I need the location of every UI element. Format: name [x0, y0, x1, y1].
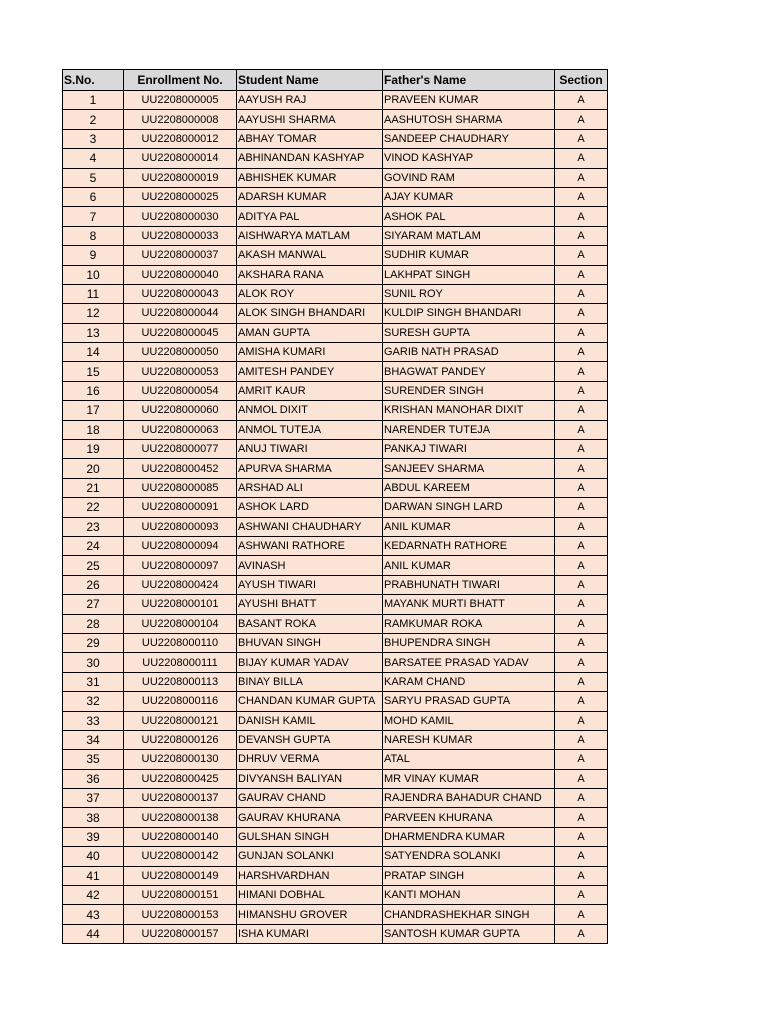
cell-student-name: GULSHAN SINGH — [237, 827, 383, 846]
cell-fathers-name: KULDIP SINGH BHANDARI — [383, 304, 555, 323]
table-row — [63, 536, 608, 555]
cell-enrollment-no: UU2208000157 — [124, 924, 237, 943]
cell-student-name: CHANDAN KUMAR GUPTA — [237, 692, 383, 711]
cell-fathers-name: VINOD KASHYAP — [383, 149, 555, 168]
table-row — [63, 246, 608, 265]
table-row — [63, 168, 608, 187]
cell-fathers-name: NARESH KUMAR — [383, 730, 555, 749]
cell-fathers-name: PARVEEN KHURANA — [383, 808, 555, 827]
cell-fathers-name: RAJENDRA BAHADUR CHAND — [383, 789, 555, 808]
table-row — [63, 905, 608, 924]
table-row — [63, 886, 608, 905]
cell-fathers-name: SUDHIR KUMAR — [383, 246, 555, 265]
cell-sno: 34 — [63, 730, 124, 749]
cell-sno: 16 — [63, 381, 124, 400]
cell-sno: 28 — [63, 614, 124, 633]
table-row — [63, 284, 608, 303]
cell-enrollment-no: UU2208000025 — [124, 187, 237, 206]
student-list-sheet — [62, 69, 608, 944]
cell-sno: 35 — [63, 750, 124, 769]
cell-section: A — [555, 149, 608, 168]
cell-section: A — [555, 536, 608, 555]
table-row — [63, 187, 608, 206]
cell-fathers-name: ABDUL KAREEM — [383, 478, 555, 497]
cell-section: A — [555, 420, 608, 439]
table-row — [63, 575, 608, 594]
cell-enrollment-no: UU2208000085 — [124, 478, 237, 497]
table-row — [63, 420, 608, 439]
cell-enrollment-no: UU2208000425 — [124, 769, 237, 788]
cell-student-name: DHRUV VERMA — [237, 750, 383, 769]
cell-enrollment-no: UU2208000424 — [124, 575, 237, 594]
table-row — [63, 459, 608, 478]
table-row — [63, 401, 608, 420]
cell-enrollment-no: UU2208000111 — [124, 653, 237, 672]
cell-enrollment-no: UU2208000091 — [124, 498, 237, 517]
cell-sno: 41 — [63, 866, 124, 885]
cell-student-name: BASANT ROKA — [237, 614, 383, 633]
cell-fathers-name: BHAGWAT PANDEY — [383, 362, 555, 381]
cell-student-name: AVINASH — [237, 556, 383, 575]
table-row — [63, 614, 608, 633]
cell-enrollment-no: UU2208000130 — [124, 750, 237, 769]
cell-student-name: DEVANSH GUPTA — [237, 730, 383, 749]
cell-sno: 38 — [63, 808, 124, 827]
cell-sno: 36 — [63, 769, 124, 788]
cell-sno: 39 — [63, 827, 124, 846]
table-row — [63, 381, 608, 400]
cell-student-name: AISHWARYA MATLAM — [237, 226, 383, 245]
cell-enrollment-no: UU2208000019 — [124, 168, 237, 187]
cell-sno: 20 — [63, 459, 124, 478]
cell-sno: 43 — [63, 905, 124, 924]
cell-student-name: ADITYA PAL — [237, 207, 383, 226]
cell-student-name: GAURAV KHURANA — [237, 808, 383, 827]
cell-student-name: AYUSH TIWARI — [237, 575, 383, 594]
cell-enrollment-no: UU2208000008 — [124, 110, 237, 129]
cell-sno: 29 — [63, 633, 124, 652]
cell-section: A — [555, 343, 608, 362]
cell-sno: 14 — [63, 343, 124, 362]
cell-fathers-name: CHANDRASHEKHAR SINGH — [383, 905, 555, 924]
table-row — [63, 847, 608, 866]
cell-fathers-name: ANIL KUMAR — [383, 556, 555, 575]
cell-section: A — [555, 381, 608, 400]
cell-enrollment-no: UU2208000137 — [124, 789, 237, 808]
cell-enrollment-no: UU2208000126 — [124, 730, 237, 749]
cell-enrollment-no: UU2208000077 — [124, 440, 237, 459]
cell-student-name: BHUVAN SINGH — [237, 633, 383, 652]
cell-fathers-name: RAMKUMAR ROKA — [383, 614, 555, 633]
cell-section: A — [555, 653, 608, 672]
cell-student-name: ASHWANI CHAUDHARY — [237, 517, 383, 536]
table-row — [63, 498, 608, 517]
cell-enrollment-no: UU2208000113 — [124, 672, 237, 691]
table-row — [63, 343, 608, 362]
cell-enrollment-no: UU2208000140 — [124, 827, 237, 846]
cell-sno: 33 — [63, 711, 124, 730]
cell-enrollment-no: UU2208000452 — [124, 459, 237, 478]
cell-enrollment-no: UU2208000014 — [124, 149, 237, 168]
cell-section: A — [555, 226, 608, 245]
cell-student-name: AAYUSH RAJ — [237, 91, 383, 110]
table-row — [63, 149, 608, 168]
cell-fathers-name: AASHUTOSH SHARMA — [383, 110, 555, 129]
cell-student-name: AMISHA KUMARI — [237, 343, 383, 362]
cell-sno: 7 — [63, 207, 124, 226]
cell-fathers-name: MOHD KAMIL — [383, 711, 555, 730]
cell-fathers-name: SANJEEV SHARMA — [383, 459, 555, 478]
cell-fathers-name: PANKAJ TIWARI — [383, 440, 555, 459]
cell-student-name: AYUSHI BHATT — [237, 595, 383, 614]
cell-student-name: ALOK ROY — [237, 284, 383, 303]
cell-section: A — [555, 866, 608, 885]
student-table — [62, 69, 608, 944]
cell-sno: 3 — [63, 129, 124, 148]
cell-sno: 25 — [63, 556, 124, 575]
cell-sno: 10 — [63, 265, 124, 284]
cell-student-name: ABHINANDAN KASHYAP — [237, 149, 383, 168]
table-row — [63, 633, 608, 652]
cell-sno: 24 — [63, 536, 124, 555]
cell-enrollment-no: UU2208000149 — [124, 866, 237, 885]
cell-student-name: ARSHAD ALI — [237, 478, 383, 497]
cell-section: A — [555, 924, 608, 943]
table-row — [63, 789, 608, 808]
cell-fathers-name: ANIL KUMAR — [383, 517, 555, 536]
table-row — [63, 91, 608, 110]
cell-enrollment-no: UU2208000005 — [124, 91, 237, 110]
cell-student-name: ANMOL TUTEJA — [237, 420, 383, 439]
table-row — [63, 304, 608, 323]
cell-enrollment-no: UU2208000053 — [124, 362, 237, 381]
cell-enrollment-no: UU2208000110 — [124, 633, 237, 652]
cell-section: A — [555, 730, 608, 749]
cell-fathers-name: SURENDER SINGH — [383, 381, 555, 400]
cell-enrollment-no: UU2208000094 — [124, 536, 237, 555]
cell-student-name: APURVA SHARMA — [237, 459, 383, 478]
table-row — [63, 556, 608, 575]
cell-sno: 32 — [63, 692, 124, 711]
cell-section: A — [555, 750, 608, 769]
table-header-row — [63, 70, 608, 91]
cell-fathers-name: SANTOSH KUMAR GUPTA — [383, 924, 555, 943]
cell-section: A — [555, 187, 608, 206]
cell-enrollment-no: UU2208000142 — [124, 847, 237, 866]
cell-sno: 21 — [63, 478, 124, 497]
cell-sno: 1 — [63, 91, 124, 110]
cell-section: A — [555, 556, 608, 575]
cell-section: A — [555, 711, 608, 730]
cell-student-name: AMAN GUPTA — [237, 323, 383, 342]
cell-section: A — [555, 886, 608, 905]
cell-section: A — [555, 110, 608, 129]
cell-enrollment-no: UU2208000050 — [124, 343, 237, 362]
table-row — [63, 129, 608, 148]
cell-student-name: AMRIT KAUR — [237, 381, 383, 400]
cell-section: A — [555, 614, 608, 633]
cell-sno: 31 — [63, 672, 124, 691]
cell-student-name: AMITESH PANDEY — [237, 362, 383, 381]
cell-enrollment-no: UU2208000101 — [124, 595, 237, 614]
header-fathers-name: Father's Name — [383, 70, 555, 91]
table-row — [63, 478, 608, 497]
cell-sno: 30 — [63, 653, 124, 672]
cell-fathers-name: MR VINAY KUMAR — [383, 769, 555, 788]
table-row — [63, 110, 608, 129]
cell-enrollment-no: UU2208000153 — [124, 905, 237, 924]
cell-sno: 37 — [63, 789, 124, 808]
cell-section: A — [555, 129, 608, 148]
cell-student-name: HARSHVARDHAN — [237, 866, 383, 885]
table-row — [63, 827, 608, 846]
table-row — [63, 750, 608, 769]
cell-sno: 2 — [63, 110, 124, 129]
cell-fathers-name: DARWAN SINGH LARD — [383, 498, 555, 517]
cell-student-name: AAYUSHI SHARMA — [237, 110, 383, 129]
cell-sno: 4 — [63, 149, 124, 168]
table-row — [63, 265, 608, 284]
cell-section: A — [555, 207, 608, 226]
cell-student-name: AKSHARA RANA — [237, 265, 383, 284]
cell-student-name: ASHOK LARD — [237, 498, 383, 517]
cell-fathers-name: SIYARAM MATLAM — [383, 226, 555, 245]
cell-section: A — [555, 517, 608, 536]
cell-section: A — [555, 246, 608, 265]
cell-student-name: AKASH MANWAL — [237, 246, 383, 265]
cell-enrollment-no: UU2208000045 — [124, 323, 237, 342]
table-row — [63, 362, 608, 381]
table-row — [63, 730, 608, 749]
cell-enrollment-no: UU2208000097 — [124, 556, 237, 575]
cell-section: A — [555, 168, 608, 187]
table-row — [63, 517, 608, 536]
cell-section: A — [555, 905, 608, 924]
header-sno: S.No. — [63, 70, 124, 91]
table-row — [63, 207, 608, 226]
cell-section: A — [555, 459, 608, 478]
cell-enrollment-no: UU2208000060 — [124, 401, 237, 420]
cell-fathers-name: GARIB NATH PRASAD — [383, 343, 555, 362]
cell-fathers-name: MAYANK MURTI BHATT — [383, 595, 555, 614]
cell-enrollment-no: UU2208000138 — [124, 808, 237, 827]
cell-sno: 40 — [63, 847, 124, 866]
cell-section: A — [555, 827, 608, 846]
cell-student-name: BIJAY KUMAR YADAV — [237, 653, 383, 672]
cell-enrollment-no: UU2208000044 — [124, 304, 237, 323]
cell-fathers-name: LAKHPAT SINGH — [383, 265, 555, 284]
cell-section: A — [555, 323, 608, 342]
cell-enrollment-no: UU2208000121 — [124, 711, 237, 730]
table-row — [63, 226, 608, 245]
cell-fathers-name: KRISHAN MANOHAR DIXIT — [383, 401, 555, 420]
cell-section: A — [555, 769, 608, 788]
cell-student-name: GAURAV CHAND — [237, 789, 383, 808]
table-row — [63, 595, 608, 614]
cell-student-name: DIVYANSH BALIYAN — [237, 769, 383, 788]
cell-fathers-name: BHUPENDRA SINGH — [383, 633, 555, 652]
cell-student-name: ANUJ TIWARI — [237, 440, 383, 459]
cell-section: A — [555, 440, 608, 459]
header-student-name: Student Name — [237, 70, 383, 91]
cell-student-name: ISHA KUMARI — [237, 924, 383, 943]
cell-student-name: BINAY BILLA — [237, 672, 383, 691]
cell-section: A — [555, 478, 608, 497]
cell-sno: 42 — [63, 886, 124, 905]
cell-fathers-name: SUNIL ROY — [383, 284, 555, 303]
cell-student-name: ADARSH KUMAR — [237, 187, 383, 206]
cell-section: A — [555, 692, 608, 711]
cell-student-name: HIMANI DOBHAL — [237, 886, 383, 905]
cell-sno: 11 — [63, 284, 124, 303]
cell-section: A — [555, 284, 608, 303]
cell-fathers-name: KANTI MOHAN — [383, 886, 555, 905]
cell-fathers-name: PRABHUNATH TIWARI — [383, 575, 555, 594]
cell-section: A — [555, 789, 608, 808]
cell-section: A — [555, 672, 608, 691]
table-row — [63, 653, 608, 672]
cell-sno: 9 — [63, 246, 124, 265]
cell-enrollment-no: UU2208000040 — [124, 265, 237, 284]
table-body — [63, 91, 608, 944]
table-row — [63, 323, 608, 342]
cell-fathers-name: SARYU PRASAD GUPTA — [383, 692, 555, 711]
table-row — [63, 711, 608, 730]
cell-sno: 18 — [63, 420, 124, 439]
cell-fathers-name: PRAVEEN KUMAR — [383, 91, 555, 110]
cell-sno: 15 — [63, 362, 124, 381]
cell-enrollment-no: UU2208000043 — [124, 284, 237, 303]
table-row — [63, 924, 608, 943]
cell-sno: 5 — [63, 168, 124, 187]
cell-student-name: GUNJAN SOLANKI — [237, 847, 383, 866]
cell-enrollment-no: UU2208000012 — [124, 129, 237, 148]
cell-fathers-name: NARENDER TUTEJA — [383, 420, 555, 439]
table-row — [63, 866, 608, 885]
cell-sno: 44 — [63, 924, 124, 943]
table-row — [63, 672, 608, 691]
cell-section: A — [555, 633, 608, 652]
cell-fathers-name: SATYENDRA SOLANKI — [383, 847, 555, 866]
cell-student-name: ABHAY TOMAR — [237, 129, 383, 148]
cell-enrollment-no: UU2208000104 — [124, 614, 237, 633]
cell-section: A — [555, 498, 608, 517]
table-row — [63, 769, 608, 788]
cell-sno: 23 — [63, 517, 124, 536]
cell-student-name: HIMANSHU GROVER — [237, 905, 383, 924]
table-row — [63, 440, 608, 459]
cell-section: A — [555, 265, 608, 284]
cell-sno: 26 — [63, 575, 124, 594]
cell-section: A — [555, 847, 608, 866]
cell-section: A — [555, 595, 608, 614]
cell-section: A — [555, 362, 608, 381]
cell-enrollment-no: UU2208000093 — [124, 517, 237, 536]
cell-fathers-name: AJAY KUMAR — [383, 187, 555, 206]
cell-section: A — [555, 304, 608, 323]
cell-sno: 13 — [63, 323, 124, 342]
cell-student-name: ANMOL DIXIT — [237, 401, 383, 420]
cell-enrollment-no: UU2208000151 — [124, 886, 237, 905]
table-row — [63, 692, 608, 711]
cell-student-name: ABHISHEK KUMAR — [237, 168, 383, 187]
cell-enrollment-no: UU2208000054 — [124, 381, 237, 400]
cell-sno: 19 — [63, 440, 124, 459]
cell-fathers-name: PRATAP SINGH — [383, 866, 555, 885]
cell-sno: 17 — [63, 401, 124, 420]
cell-fathers-name: ATAL — [383, 750, 555, 769]
cell-fathers-name: GOVIND RAM — [383, 168, 555, 187]
cell-fathers-name: SURESH GUPTA — [383, 323, 555, 342]
cell-enrollment-no: UU2208000063 — [124, 420, 237, 439]
cell-enrollment-no: UU2208000037 — [124, 246, 237, 265]
cell-sno: 8 — [63, 226, 124, 245]
cell-fathers-name: DHARMENDRA KUMAR — [383, 827, 555, 846]
table-row — [63, 808, 608, 827]
cell-enrollment-no: UU2208000033 — [124, 226, 237, 245]
cell-fathers-name: KEDARNATH RATHORE — [383, 536, 555, 555]
cell-sno: 27 — [63, 595, 124, 614]
cell-section: A — [555, 808, 608, 827]
cell-section: A — [555, 575, 608, 594]
cell-sno: 22 — [63, 498, 124, 517]
cell-student-name: ALOK SINGH BHANDARI — [237, 304, 383, 323]
cell-fathers-name: ASHOK PAL — [383, 207, 555, 226]
cell-fathers-name: KARAM CHAND — [383, 672, 555, 691]
header-section: Section — [555, 70, 608, 91]
cell-section: A — [555, 401, 608, 420]
cell-sno: 12 — [63, 304, 124, 323]
cell-student-name: ASHWANI RATHORE — [237, 536, 383, 555]
header-enrollment-no: Enrollment No. — [124, 70, 237, 91]
cell-student-name: DANISH KAMIL — [237, 711, 383, 730]
cell-section: A — [555, 91, 608, 110]
cell-fathers-name: SANDEEP CHAUDHARY — [383, 129, 555, 148]
cell-enrollment-no: UU2208000116 — [124, 692, 237, 711]
cell-fathers-name: BARSATEE PRASAD YADAV — [383, 653, 555, 672]
cell-enrollment-no: UU2208000030 — [124, 207, 237, 226]
cell-sno: 6 — [63, 187, 124, 206]
